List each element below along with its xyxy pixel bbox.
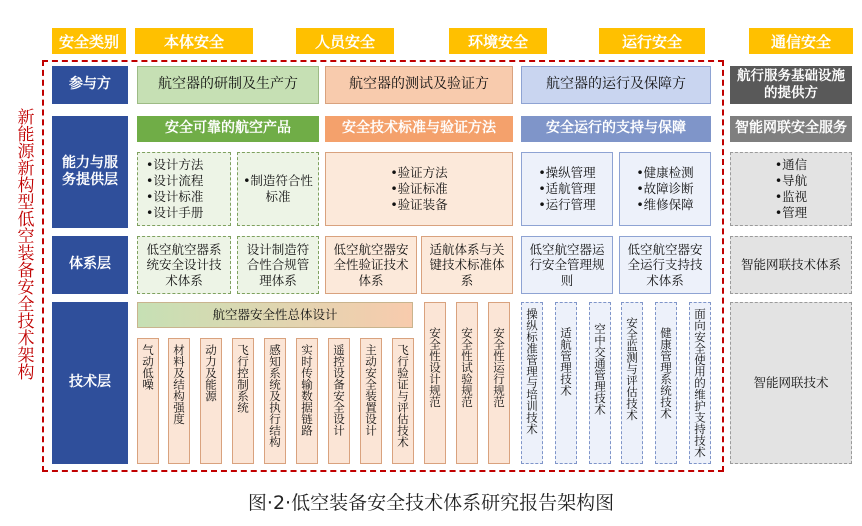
list-item: •验证装备 bbox=[390, 197, 448, 213]
participant-test-verifier: 航空器的测试及验证方 bbox=[325, 66, 513, 104]
list-item: •设计方法 bbox=[146, 156, 204, 172]
figure-caption: 图·2·低空装备安全技术体系研究报告架构图 bbox=[247, 492, 615, 514]
capability-ops-manage-list bbox=[521, 152, 613, 226]
header-environment-safety: 环境安全 bbox=[449, 28, 547, 54]
capability-network: 智能网联安全服务 bbox=[730, 116, 852, 142]
tech-body-item: 飞行控制系统 bbox=[232, 338, 254, 464]
system-ops-rules: 低空航空器运行安全管理规则 bbox=[521, 236, 613, 294]
capability-support: 安全运行的支持与保障 bbox=[521, 116, 711, 142]
list-item: •设计流程 bbox=[146, 172, 204, 188]
system-verification: 低空航空器安全性验证技术体系 bbox=[325, 236, 417, 294]
tech-body-item: 主动安全装置设计 bbox=[360, 338, 382, 464]
row-label-capability: 能力与服务提供层 bbox=[52, 116, 128, 228]
row-label-system: 体系层 bbox=[52, 236, 128, 294]
tech-body-item: 动力及能源 bbox=[200, 338, 222, 464]
header-operation-safety: 运行安全 bbox=[599, 28, 705, 54]
tech-network: 智能网联技术 bbox=[730, 302, 852, 464]
list-item: •通信 bbox=[774, 156, 808, 172]
tech-body-item: 实时传输数据链路 bbox=[296, 338, 318, 464]
system-design-safety: 低空航空器系统安全设计技术体系 bbox=[137, 236, 231, 294]
capability-comm-list bbox=[730, 152, 852, 226]
list-item: •设计手册 bbox=[146, 205, 204, 221]
tech-body-item: 气动低噪 bbox=[137, 338, 159, 464]
row-label-participants: 参与方 bbox=[52, 66, 128, 104]
tech-body-item: 飞行验证与评估技术 bbox=[392, 338, 414, 464]
participant-ops-support: 航空器的运行及保障方 bbox=[521, 66, 711, 104]
capability-design-list bbox=[137, 152, 231, 226]
list-item: •验证方法 bbox=[390, 164, 448, 180]
system-ops-support: 低空航空器安全运行支持技术体系 bbox=[619, 236, 711, 294]
capability-verify-list bbox=[325, 152, 513, 226]
header-personnel-safety: 人员安全 bbox=[296, 28, 394, 54]
tech-ops-item: 适航管理技术 bbox=[555, 302, 577, 464]
list-item: •运行管理 bbox=[538, 197, 596, 213]
list-item: •验证标准 bbox=[390, 180, 448, 196]
participant-rd-producer: 航空器的研制及生产方 bbox=[137, 66, 319, 104]
capability-standards: 安全技术标准与验证方法 bbox=[325, 116, 513, 142]
list-item: •监视 bbox=[774, 189, 808, 204]
system-manufacture-compliance: 设计制造符合性合规管理体系 bbox=[237, 236, 319, 294]
tech-body-item: 感知系统及执行结构 bbox=[264, 338, 286, 464]
capability-health-list bbox=[619, 152, 711, 226]
capability-product: 安全可靠的航空产品 bbox=[137, 116, 319, 142]
header-communication-safety: 通信安全 bbox=[749, 28, 853, 54]
list-item: •故障诊断 bbox=[636, 180, 694, 196]
tech-ops-item: 面向安全使用的维护支持技术 bbox=[689, 302, 711, 464]
tech-ops-item: 操纵标准管理与培训技术 bbox=[521, 302, 543, 464]
list-item: •设计标准 bbox=[146, 189, 204, 204]
participant-infra-provider: 航行服务基础设施的提供方 bbox=[730, 66, 852, 104]
list-item: •适航管理 bbox=[538, 180, 596, 196]
list-item: •导航 bbox=[774, 172, 808, 188]
list-item: •操纵管理 bbox=[538, 164, 596, 180]
row-label-tech: 技术层 bbox=[52, 302, 128, 464]
tech-test-item: 安全性设计规范 bbox=[424, 302, 446, 464]
tech-overall-design: 航空器安全性总体设计 bbox=[137, 302, 413, 328]
header-body-safety: 本体安全 bbox=[135, 28, 253, 54]
tech-test-item: 安全性试验规范 bbox=[456, 302, 478, 464]
list-item: •健康检测 bbox=[636, 164, 694, 180]
side-title: 新能源新构型低空装备安全技术架构 bbox=[13, 108, 34, 380]
system-airworthiness: 适航体系与关键技术标准体系 bbox=[421, 236, 513, 294]
capability-manufacture-standard: •制造符合性标准 bbox=[237, 152, 319, 226]
tech-body-item: 遥控设备安全设计 bbox=[328, 338, 350, 464]
list-item: •管理 bbox=[774, 205, 808, 221]
tech-ops-item: 健康管理系统技术 bbox=[655, 302, 677, 464]
header-category: 安全类别 bbox=[52, 28, 126, 54]
tech-body-item: 材料及结构强度 bbox=[168, 338, 190, 464]
tech-test-item: 安全性运行规范 bbox=[488, 302, 510, 464]
tech-ops-item: 安全监测与评估技术 bbox=[621, 302, 643, 464]
system-network: 智能网联技术体系 bbox=[730, 236, 852, 294]
tech-ops-item: 空中交通管理技术 bbox=[589, 302, 611, 464]
list-item: •维修保障 bbox=[636, 197, 694, 213]
